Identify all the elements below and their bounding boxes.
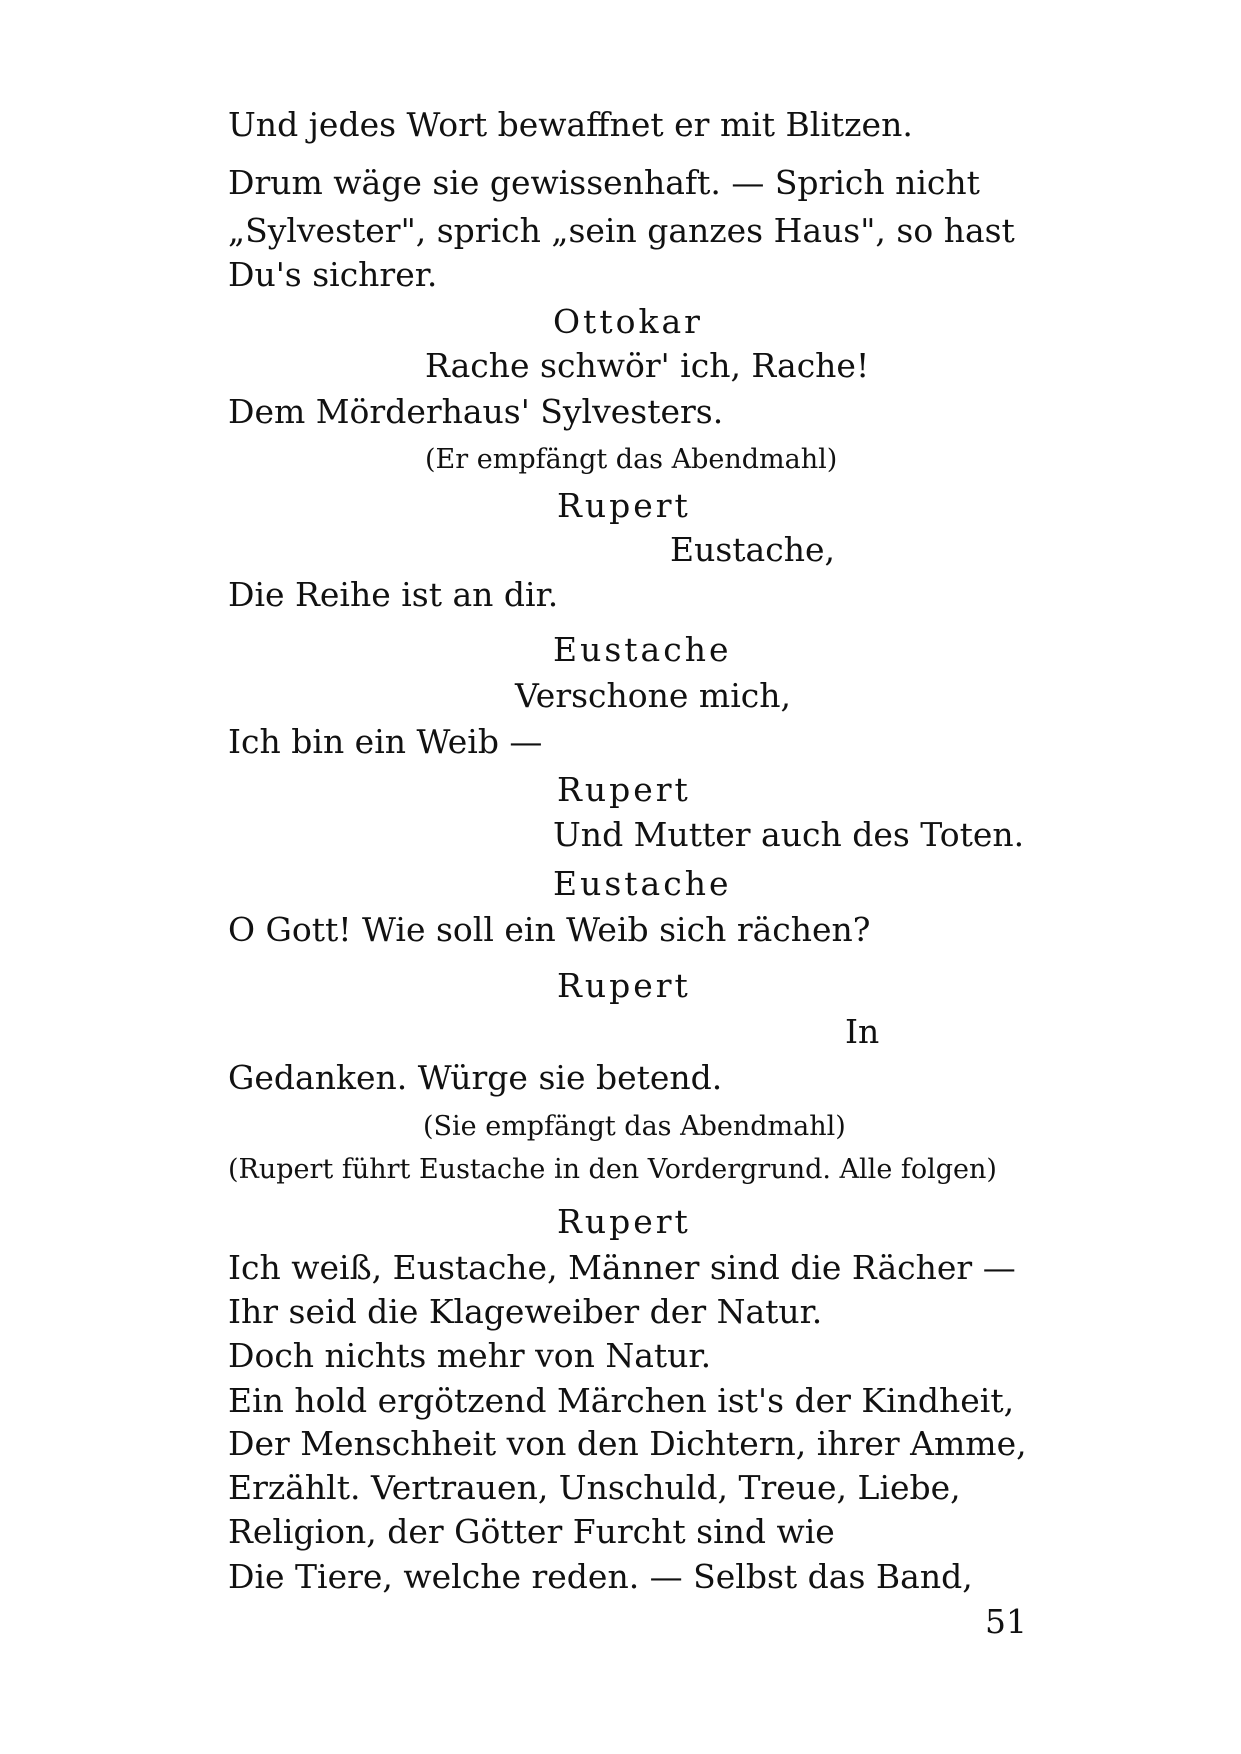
verse-line: Ihr seid die Klageweiber der Natur.: [228, 1292, 823, 1331]
verse-line: Gedanken. Würge sie betend.: [228, 1058, 723, 1097]
speaker-name: Eustache: [553, 864, 732, 903]
verse-line: Eustache,: [670, 530, 835, 569]
verse-line: Doch nichts mehr von Natur.: [228, 1336, 712, 1375]
verse-line: „Sylvester", sprich „sein ganzes Haus", so hast: [228, 211, 1015, 250]
verse-line: Die Tiere, welche reden. — Selbst das Band,: [228, 1557, 973, 1596]
speaker-name: Rupert: [557, 966, 691, 1005]
verse-line: Du's sichrer.: [228, 255, 438, 294]
verse-line: Die Reihe ist an dir.: [228, 575, 559, 614]
speaker-name: Rupert: [557, 770, 691, 809]
stage-direction: (Er empfängt das Abendmahl): [425, 444, 838, 475]
verse-line: Drum wäge sie gewissenhaft. — Sprich nicht: [228, 163, 980, 202]
verse-line: Verschone mich,: [515, 676, 791, 715]
speaker-name: Rupert: [557, 486, 691, 525]
verse-line: Ich bin ein Weib —: [228, 722, 543, 761]
verse-line: Dem Mörderhaus' Sylvesters.: [228, 392, 724, 431]
verse-line: Und Mutter auch des Toten.: [553, 815, 1025, 854]
verse-line: Und jedes Wort bewaffnet er mit Blitzen.: [228, 105, 913, 144]
stage-direction: (Rupert führt Eustache in den Vordergrund. Alle folgen): [228, 1154, 997, 1185]
speaker-name: Rupert: [557, 1202, 691, 1241]
verse-line: Erzählt. Vertrauen, Unschuld, Treue, Liebe,: [228, 1468, 961, 1507]
verse-line: Der Menschheit von den Dichtern, ihrer Amme,: [228, 1424, 1027, 1463]
verse-line: Religion, der Götter Furcht sind wie: [228, 1512, 835, 1551]
verse-line: Ein hold ergötzend Märchen ist's der Kindheit,: [228, 1381, 1015, 1420]
verse-line: In: [845, 1012, 880, 1051]
verse-line: Ich weiß, Eustache, Männer sind die Rächer —: [228, 1248, 1016, 1287]
speaker-name: Eustache: [553, 630, 732, 669]
page-number: 51: [985, 1602, 1027, 1641]
verse-line: O Gott! Wie soll ein Weib sich rächen?: [228, 910, 871, 949]
verse-line: Rache schwör' ich, Rache!: [425, 346, 870, 385]
speaker-name: Ottokar: [553, 302, 703, 341]
stage-direction: (Sie empfängt das Abendmahl): [423, 1111, 846, 1142]
